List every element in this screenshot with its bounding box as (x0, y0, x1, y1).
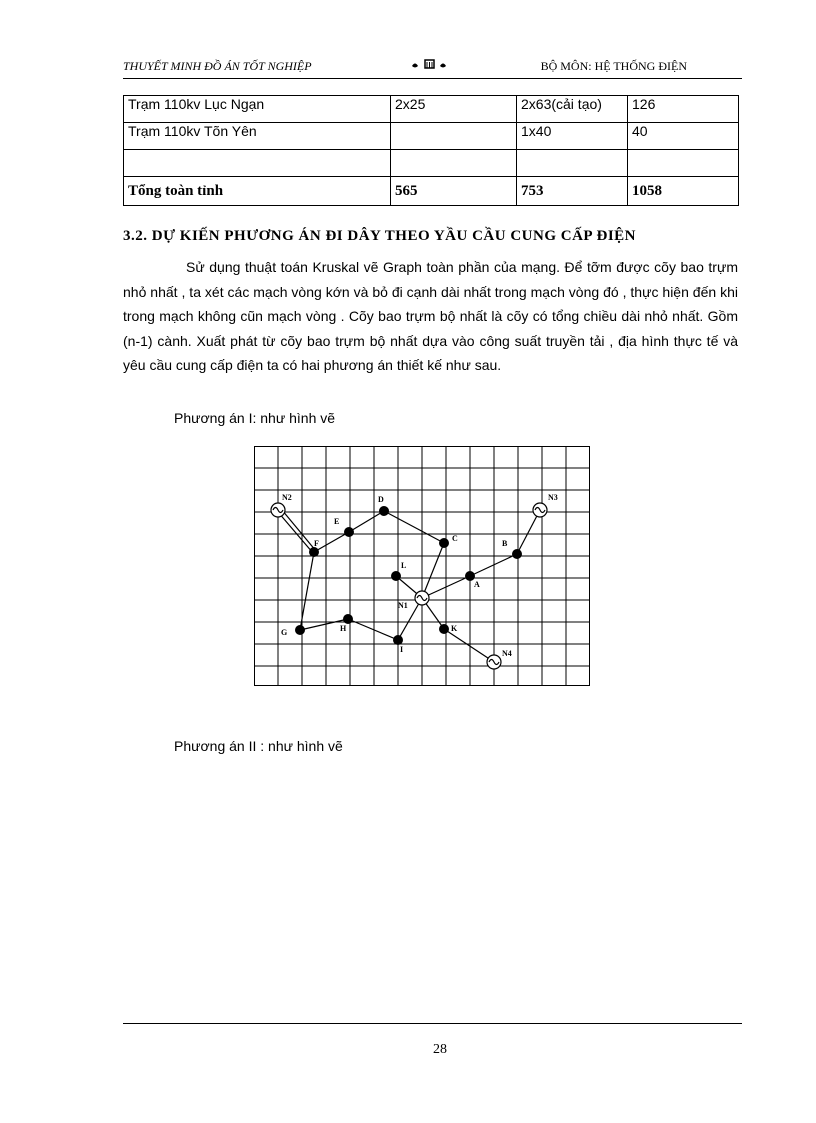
caption-option-1: Phương án I: như hình vẽ (174, 410, 336, 426)
body-paragraph (123, 255, 738, 378)
table-row (124, 123, 739, 150)
label-h: H (340, 624, 347, 633)
capacity-table (123, 95, 739, 206)
label-e: E (334, 517, 340, 526)
network-graph-diagram (254, 446, 590, 686)
node-h (343, 614, 353, 624)
source-n4-icon (487, 655, 501, 669)
source-n1-icon (415, 591, 429, 605)
label-i: I (400, 645, 404, 654)
label-b: B (502, 539, 508, 548)
table-row (124, 96, 739, 123)
label-n1: N1 (398, 601, 408, 610)
graph-edges (278, 510, 540, 662)
table-cell: 1x40 (517, 123, 628, 150)
label-k: K (451, 624, 458, 633)
footer-divider (123, 1023, 742, 1024)
node-k (439, 624, 449, 634)
label-n2: N2 (282, 493, 292, 502)
grid (254, 446, 590, 686)
graph-labels (281, 493, 558, 658)
label-d: D (378, 495, 384, 504)
table-cell: 753 (517, 177, 628, 206)
table-cell (391, 123, 517, 150)
node-c (439, 538, 449, 548)
page-number: 28 (433, 1042, 447, 1057)
table-total-row (124, 177, 739, 206)
node-i (393, 635, 403, 645)
table-cell: Trạm 110kv Lục Ngạn (124, 96, 391, 123)
label-f: F (314, 539, 319, 548)
label-n3: N3 (548, 493, 558, 502)
header-right: BỘ MÔN: HỆ THỐNG ĐIỆN (540, 59, 687, 73)
header-left: THUYẾT MINH ĐỒ ÁN TỐT NGHIỆP (123, 59, 312, 73)
node-b (512, 549, 522, 559)
table-cell (517, 150, 628, 177)
graph-nodes (295, 506, 522, 645)
source-n3-icon (533, 503, 547, 517)
table-cell: 2x25 (391, 96, 517, 123)
table-cell (124, 150, 391, 177)
label-g: G (281, 628, 288, 637)
source-n2-icon (271, 503, 285, 517)
table-cell: Tổng toàn tỉnh (124, 177, 391, 206)
section-title: 3.2. DỰ KIẾN PHƯƠNG ÁN ĐI DÂY THEO YẦU CẦU CUNG CẤP ĐIỆN (123, 228, 637, 244)
table-cell: Trạm 110kv Tõn Yên (124, 123, 391, 150)
table-cell (628, 150, 739, 177)
table-cell: 40 (628, 123, 739, 150)
table-cell (391, 150, 517, 177)
label-a: A (474, 580, 480, 589)
table-cell: 565 (391, 177, 517, 206)
ornament-icon (410, 57, 450, 71)
table-cell: 1058 (628, 177, 739, 206)
node-f (309, 547, 319, 557)
node-l (391, 571, 401, 581)
table-cell: 126 (628, 96, 739, 123)
label-n4: N4 (502, 649, 512, 658)
label-c: C (452, 534, 458, 543)
paragraph-text: Sử dụng thuật toán Kruskal vẽ Graph toàn phần của mạng. Để tỡm được cõy bao trựm nhỏ nhất , ta xét các mạch vòng kớn và bỏ đi cạnh dài nhất trong mạch vòng đó , thực hiện đến khi trong mạch không cũn mạch vòng . Cõy bao trựm bộ nhất là cõy có tổng chiều dài nhỏ nhất. Gồm (n-1) cành. Xuất phát từ cõy bao trựm bộ nhất dựa vào công suất truyền tải , địa hình thực tế và yêu cầu cung cấp điện ta có hai phương án thiết kế như sau. (123, 259, 738, 373)
page-header (123, 56, 742, 79)
node-e (344, 527, 354, 537)
header-ornament (410, 57, 450, 75)
label-l: L (401, 561, 407, 570)
node-g (295, 625, 305, 635)
table-cell: 2x63(cải tạo) (517, 96, 628, 123)
node-d (379, 506, 389, 516)
table-row (124, 150, 739, 177)
caption-option-2: Phương án II : như hình vẽ (174, 738, 343, 754)
